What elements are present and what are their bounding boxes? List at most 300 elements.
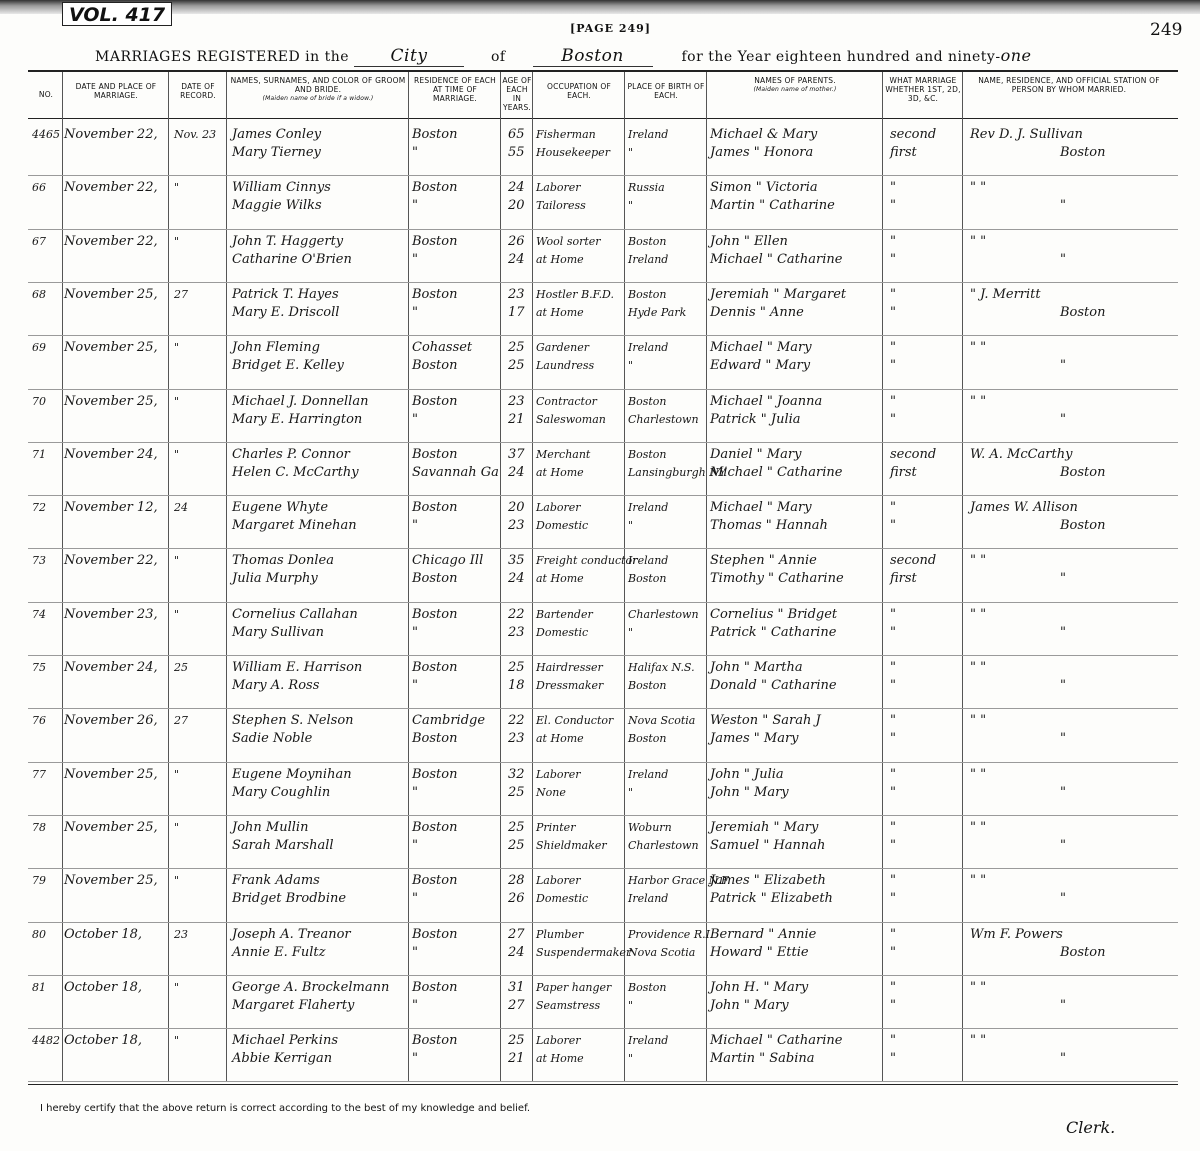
record-marriage-bride: " xyxy=(890,304,896,320)
record-residence-groom: Boston xyxy=(412,233,458,249)
record-residence-bride: " xyxy=(412,624,418,640)
row-divider xyxy=(28,708,1178,709)
col-sep xyxy=(962,72,963,1082)
record-date-of-record: Nov. 23 xyxy=(174,128,217,141)
record-date: November 25, xyxy=(64,819,158,835)
table-bottom-rule xyxy=(28,1084,1178,1085)
title-of: of xyxy=(490,49,506,65)
record-occupation-groom: Paper hanger xyxy=(536,980,612,994)
record-occupation-groom: Laborer xyxy=(536,501,581,515)
record-groom: Eugene Moynihan xyxy=(232,766,352,782)
title-suffix: for the Year eighteen hundred and ninety- xyxy=(681,49,1001,65)
record-parents-bride: Samuel " Hannah xyxy=(710,837,826,853)
col-sep xyxy=(624,72,625,1082)
record-residence-bride: " xyxy=(412,145,418,160)
record-marriage-bride: " xyxy=(890,678,896,693)
record-occupation-bride: Domestic xyxy=(536,892,589,906)
record-occupation-groom: Laborer xyxy=(536,1034,581,1048)
record-marriage-bride: " xyxy=(890,837,896,853)
record-birthplace-groom: Ireland xyxy=(628,341,669,355)
record-no: 81 xyxy=(32,980,46,994)
record-birthplace-groom: Ireland xyxy=(628,501,669,515)
record-date-of-record: " xyxy=(174,341,180,355)
record-residence-groom: Boston xyxy=(412,286,458,302)
record-residence-bride: " xyxy=(412,411,418,427)
record-occupation-groom: Fisherman xyxy=(536,128,596,141)
record-parents-groom: Jeremiah " Mary xyxy=(710,819,819,835)
record-birthplace-groom: Nova Scotia xyxy=(628,714,696,728)
record-groom: Frank Adams xyxy=(232,873,320,889)
record-birthplace-bride: " xyxy=(628,146,634,159)
record-no: 76 xyxy=(32,714,46,728)
record-date: November 25, xyxy=(64,766,158,782)
row-divider xyxy=(28,442,1178,443)
record-parents-groom: Michael " Mary xyxy=(710,340,812,356)
record-residence-bride: " xyxy=(412,837,418,853)
record-officiant-residence: Boston xyxy=(1060,464,1106,480)
record-marriage-groom: " xyxy=(890,500,896,516)
record-age-bride: 21 xyxy=(508,1051,525,1067)
record-birthplace-bride: Charlestown xyxy=(628,412,699,426)
record-marriage-groom: " xyxy=(890,660,896,675)
record-officiant-residence: " xyxy=(1060,1051,1066,1067)
record-occupation-bride: at Home xyxy=(536,305,584,319)
record-date-of-record: " xyxy=(174,447,180,461)
record-groom: Michael Perkins xyxy=(232,1033,339,1049)
record-bride: Mary Coughlin xyxy=(232,784,331,800)
record-officiant-name: Wm F. Powers xyxy=(970,926,1063,942)
record-no: 71 xyxy=(32,447,46,461)
record-parents-groom: James " Elizabeth xyxy=(710,873,826,889)
record-officiant-name: James W. Allison xyxy=(970,500,1078,516)
record-officiant-name: " " xyxy=(970,766,987,782)
record-bride: Catharine O'Brien xyxy=(232,251,352,267)
record-birthplace-bride: Hyde Park xyxy=(628,305,687,319)
row-divider xyxy=(28,335,1178,336)
header-parents-group xyxy=(708,76,882,94)
row-divider xyxy=(28,868,1178,869)
record-date: November 22, xyxy=(64,127,158,142)
record-age-groom: 24 xyxy=(508,180,525,196)
record-officiant-name: " " xyxy=(970,979,987,995)
record-bride: Helen C. McCarthy xyxy=(232,464,359,480)
record-parents-bride: Donald " Catharine xyxy=(710,678,837,693)
record-date-of-record: 25 xyxy=(174,661,188,674)
record-age-groom: 23 xyxy=(508,393,525,409)
record-birthplace-groom: Charlestown xyxy=(628,607,699,621)
record-marriage-groom: " xyxy=(890,873,896,889)
record-groom: Patrick T. Hayes xyxy=(232,286,339,302)
record-age-bride: 18 xyxy=(508,678,525,693)
record-no: 67 xyxy=(32,234,46,248)
record-bride: Mary E. Harrington xyxy=(232,411,363,427)
record-age-groom: 22 xyxy=(508,713,525,729)
record-residence-groom: Boston xyxy=(412,606,458,622)
record-groom: Cornelius Callahan xyxy=(232,606,358,622)
record-marriage-groom: " xyxy=(890,926,896,942)
record-occupation-bride: Tailoress xyxy=(536,199,586,213)
clerk-signature: Clerk. xyxy=(1066,1118,1116,1137)
record-officiant-residence: Boston xyxy=(1060,518,1106,534)
record-bride: Abbie Kerrigan xyxy=(232,1051,333,1067)
record-date-of-record: " xyxy=(174,767,180,781)
page-number: 249 xyxy=(1150,20,1183,40)
record-occupation-groom: Printer xyxy=(536,820,576,834)
record-age-groom: 25 xyxy=(508,819,525,835)
record-marriage-groom: second xyxy=(890,446,937,462)
header-residence: RESIDENCE OF EACH AT TIME OF MARRIAGE. xyxy=(413,76,497,103)
record-residence-bride: " xyxy=(412,198,418,214)
header-names: NAMES, SURNAMES, AND COLOR OF GROOM AND BRIDE. xyxy=(230,76,406,94)
record-parents-groom: John H. " Mary xyxy=(710,979,809,995)
record-residence-groom: Boston xyxy=(412,446,458,462)
row-divider xyxy=(28,975,1178,976)
record-age-bride: 27 xyxy=(508,997,525,1013)
header-parents: NAMES OF PARENTS. xyxy=(754,76,836,85)
record-occupation-bride: Saleswoman xyxy=(536,412,606,426)
record-date-of-record: " xyxy=(174,1034,180,1048)
header-bottom-rule xyxy=(28,118,1178,119)
record-occupation-groom: Contractor xyxy=(536,394,597,408)
record-date: October 18, xyxy=(64,979,143,995)
row-divider xyxy=(28,1081,1178,1082)
record-officiant-residence: " xyxy=(1060,571,1066,587)
record-groom: Stephen S. Nelson xyxy=(232,713,354,729)
record-parents-bride: Michael " Catharine xyxy=(710,251,843,267)
record-birthplace-groom: Boston xyxy=(628,447,667,461)
record-officiant-name: " " xyxy=(970,233,987,249)
record-parents-bride: Michael " Catharine xyxy=(710,464,843,480)
record-occupation-bride: Laundress xyxy=(536,359,595,373)
record-marriage-bride: first xyxy=(890,145,917,160)
record-officiant-residence: " xyxy=(1060,731,1066,747)
record-age-groom: 31 xyxy=(508,979,525,995)
record-groom: John Mullin xyxy=(232,819,309,835)
record-date: November 24, xyxy=(64,446,158,462)
record-occupation-bride: Domestic xyxy=(536,519,589,533)
record-parents-bride: John " Mary xyxy=(710,997,789,1013)
record-no: 74 xyxy=(32,607,46,621)
col-sep xyxy=(882,72,883,1082)
record-no: 70 xyxy=(32,394,46,408)
record-no: 75 xyxy=(32,661,46,674)
record-occupation-bride: at Home xyxy=(536,465,584,479)
record-marriage-groom: " xyxy=(890,340,896,356)
record-groom: William Cinnys xyxy=(232,180,331,196)
record-bride: Mary A. Ross xyxy=(232,678,320,693)
record-parents-groom: John " Martha xyxy=(710,660,803,675)
record-date: November 25, xyxy=(64,393,158,409)
row-divider xyxy=(28,389,1178,390)
record-groom: John Fleming xyxy=(232,340,320,356)
record-parents-bride: Patrick " Elizabeth xyxy=(710,891,833,907)
record-birthplace-bride: " xyxy=(628,519,634,533)
record-residence-bride: " xyxy=(412,251,418,267)
record-date-of-record: " xyxy=(174,234,180,248)
record-birthplace-groom: Boston xyxy=(628,287,667,301)
record-occupation-bride: None xyxy=(536,785,566,799)
record-marriage-bride: " xyxy=(890,198,896,214)
record-age-bride: 17 xyxy=(508,304,525,320)
record-officiant-residence: Boston xyxy=(1060,304,1106,320)
record-parents-groom: Weston " Sarah J xyxy=(710,713,821,729)
record-residence-groom: Boston xyxy=(412,660,458,675)
record-officiant-name: " " xyxy=(970,873,987,889)
record-no: 80 xyxy=(32,927,46,941)
record-parents-groom: Cornelius " Bridget xyxy=(710,606,838,622)
record-birthplace-bride: Ireland xyxy=(628,252,669,266)
record-birthplace-groom: Ireland xyxy=(628,767,669,781)
record-date: November 23, xyxy=(64,606,158,622)
title-place-name: Boston xyxy=(533,46,653,67)
record-age-groom: 20 xyxy=(508,500,525,516)
record-marriage-bride: " xyxy=(890,997,896,1013)
record-residence-bride: Savannah Ga xyxy=(412,464,499,480)
record-officiant-residence: Boston xyxy=(1060,944,1106,960)
record-age-groom: 28 xyxy=(508,873,525,889)
record-residence-bride: " xyxy=(412,944,418,960)
col-sep xyxy=(532,72,533,1082)
record-age-groom: 27 xyxy=(508,926,525,942)
record-age-groom: 23 xyxy=(508,286,525,302)
record-date: November 24, xyxy=(64,660,158,675)
record-age-groom: 32 xyxy=(508,766,525,782)
record-bride: Margaret Minehan xyxy=(232,518,357,534)
record-parents-bride: Patrick " Julia xyxy=(710,411,801,427)
header-top-rule xyxy=(28,70,1178,72)
record-residence-groom: Boston xyxy=(412,500,458,516)
record-age-groom: 25 xyxy=(508,660,525,675)
record-age-bride: 20 xyxy=(508,198,525,214)
record-birthplace-groom: Boston xyxy=(628,980,667,994)
record-occupation-groom: Wool sorter xyxy=(536,234,601,248)
record-marriage-groom: " xyxy=(890,979,896,995)
record-parents-groom: Stephen " Annie xyxy=(710,553,817,569)
record-parents-groom: Michael " Mary xyxy=(710,500,812,516)
record-occupation-bride: Domestic xyxy=(536,625,589,639)
record-marriage-groom: " xyxy=(890,1033,896,1049)
record-officiant-name: " " xyxy=(970,340,987,356)
record-age-groom: 25 xyxy=(508,1033,525,1049)
record-age-groom: 25 xyxy=(508,340,525,356)
record-occupation-bride: Dressmaker xyxy=(536,679,604,692)
row-divider xyxy=(28,282,1178,283)
row-divider xyxy=(28,922,1178,923)
record-parents-groom: Michael " Catharine xyxy=(710,1033,843,1049)
record-no: 77 xyxy=(32,767,46,781)
record-marriage-groom: " xyxy=(890,393,896,409)
record-marriage-bride: first xyxy=(890,464,917,480)
record-occupation-bride: Housekeeper xyxy=(536,146,610,159)
record-birthplace-bride: " xyxy=(628,1052,634,1066)
record-marriage-bride: " xyxy=(890,1051,896,1067)
header-age: AGE OF EACH IN YEARS. xyxy=(502,76,532,112)
volume-label: VOL. 417 xyxy=(62,2,172,26)
record-residence-bride: Boston xyxy=(412,731,458,747)
record-residence-bride: " xyxy=(412,997,418,1013)
record-officiant-name: " J. Merritt xyxy=(970,286,1041,302)
record-no: 69 xyxy=(32,341,46,355)
record-residence-groom: Boston xyxy=(412,180,458,196)
record-occupation-groom: Gardener xyxy=(536,341,590,355)
record-no: 68 xyxy=(32,287,46,301)
record-officiant-name: " " xyxy=(970,180,987,196)
record-date: November 26, xyxy=(64,713,158,729)
record-age-bride: 24 xyxy=(508,251,525,267)
record-groom: Thomas Donlea xyxy=(232,553,334,569)
col-sep xyxy=(62,72,63,1082)
record-residence-bride: Boston xyxy=(412,571,458,587)
record-no: 78 xyxy=(32,820,46,834)
record-occupation-groom: Laborer xyxy=(536,767,581,781)
record-birthplace-bride: Charlestown xyxy=(628,838,699,852)
record-groom: Eugene Whyte xyxy=(232,500,329,516)
record-parents-bride: Howard " Ettie xyxy=(710,944,809,960)
record-marriage-bride: " xyxy=(890,891,896,907)
record-marriage-groom: second xyxy=(890,553,937,569)
record-residence-groom: Boston xyxy=(412,979,458,995)
record-parents-groom: Daniel " Mary xyxy=(710,446,802,462)
record-age-bride: 23 xyxy=(508,624,525,640)
record-parents-bride: Martin " Catharine xyxy=(710,198,835,214)
col-sep xyxy=(408,72,409,1082)
record-parents-groom: John " Ellen xyxy=(710,233,788,249)
record-marriage-groom: " xyxy=(890,713,896,729)
record-officiant-residence: " xyxy=(1060,358,1066,374)
record-parents-groom: Bernard " Annie xyxy=(710,926,817,942)
record-age-groom: 22 xyxy=(508,606,525,622)
record-residence-groom: Boston xyxy=(412,1033,458,1049)
record-occupation-groom: Bartender xyxy=(536,607,593,621)
record-birthplace-groom: Harbor Grace N.F. xyxy=(628,874,731,888)
record-bride: Bridget Brodbine xyxy=(232,891,347,907)
record-occupation-bride: Seamstress xyxy=(536,998,601,1012)
record-residence-bride: " xyxy=(412,784,418,800)
record-birthplace-groom: Ireland xyxy=(628,1034,669,1048)
record-groom: Michael J. Donnellan xyxy=(232,393,369,409)
record-parents-bride: Edward " Mary xyxy=(710,358,811,374)
record-date: November 25, xyxy=(64,286,158,302)
record-parents-groom: Michael " Joanna xyxy=(710,393,823,409)
record-bride: Sadie Noble xyxy=(232,731,313,747)
record-marriage-bride: " xyxy=(890,784,896,800)
record-birthplace-groom: Boston xyxy=(628,394,667,408)
header-names-group xyxy=(228,76,408,103)
col-sep xyxy=(168,72,169,1082)
record-date: October 18, xyxy=(64,1033,143,1049)
record-age-groom: 35 xyxy=(508,553,525,569)
record-age-bride: 24 xyxy=(508,464,525,480)
record-occupation-bride: at Home xyxy=(536,732,584,746)
record-parents-bride: Dennis " Anne xyxy=(710,304,804,320)
record-age-bride: 25 xyxy=(508,784,525,800)
record-date-of-record: " xyxy=(174,607,180,621)
record-parents-bride: Patrick " Catharine xyxy=(710,624,837,640)
header-parents-note: (Maiden name of mother.) xyxy=(753,86,837,93)
record-birthplace-bride: Nova Scotia xyxy=(628,945,696,959)
record-marriage-groom: " xyxy=(890,286,896,302)
col-sep xyxy=(500,72,501,1082)
row-divider xyxy=(28,229,1178,230)
record-birthplace-groom: Boston xyxy=(628,234,667,248)
record-marriage-groom: " xyxy=(890,766,896,782)
record-date: November 12, xyxy=(64,500,158,516)
header-names-note: (Maiden name of bride if a widow.) xyxy=(262,95,374,102)
record-date: November 22, xyxy=(64,233,158,249)
record-parents-bride: Timothy " Catharine xyxy=(710,571,844,587)
record-residence-groom: Boston xyxy=(412,819,458,835)
record-groom: James Conley xyxy=(232,127,322,142)
record-parents-bride: James " Honora xyxy=(710,145,814,160)
record-occupation-groom: El. Conductor xyxy=(536,714,614,728)
record-marriage-groom: " xyxy=(890,233,896,249)
record-marriage-bride: " xyxy=(890,731,896,747)
record-residence-groom: Boston xyxy=(412,127,458,142)
record-date-of-record: " xyxy=(174,394,180,408)
record-parents-bride: Martin " Sabina xyxy=(710,1051,815,1067)
record-bride: Mary E. Driscoll xyxy=(232,304,340,320)
record-officiant-name: " " xyxy=(970,713,987,729)
record-bride: Annie E. Fultz xyxy=(232,944,326,960)
row-divider xyxy=(28,762,1178,763)
record-residence-bride: " xyxy=(412,304,418,320)
record-marriage-bride: " xyxy=(890,944,896,960)
record-birthplace-groom: Ireland xyxy=(628,128,669,141)
record-birthplace-bride: " xyxy=(628,785,634,799)
record-parents-groom: Simon " Victoria xyxy=(710,180,818,196)
header-date-record: DATE OF RECORD. xyxy=(180,82,216,100)
record-occupation-groom: Laborer xyxy=(536,181,581,195)
record-officiant-residence: " xyxy=(1060,411,1066,427)
record-residence-bride: " xyxy=(412,1051,418,1067)
record-birthplace-bride: " xyxy=(628,199,634,213)
record-occupation-groom: Merchant xyxy=(536,447,591,461)
record-officiant-residence: " xyxy=(1060,198,1066,214)
record-marriage-groom: second xyxy=(890,127,937,142)
record-occupation-groom: Laborer xyxy=(536,874,581,888)
record-no: 73 xyxy=(32,554,46,568)
record-no: 4465 xyxy=(32,128,60,141)
record-date: November 25, xyxy=(64,873,158,889)
record-age-groom: 26 xyxy=(508,233,525,249)
title-year: one xyxy=(1000,46,1032,65)
record-occupation-groom: Freight conductor xyxy=(536,554,638,568)
record-birthplace-bride: Lansingburgh NY xyxy=(628,465,727,479)
header-no: NO. xyxy=(38,90,54,99)
record-officiant-name: Rev D. J. Sullivan xyxy=(970,127,1083,142)
record-officiant-name: W. A. McCarthy xyxy=(970,446,1073,462)
record-officiant-name: " " xyxy=(970,1033,987,1049)
record-date-of-record: " xyxy=(174,181,180,195)
record-age-bride: 25 xyxy=(508,358,525,374)
record-marriage-bride: " xyxy=(890,411,896,427)
record-officiant-residence: Boston xyxy=(1060,145,1106,160)
record-age-groom: 37 xyxy=(508,446,525,462)
record-age-bride: 23 xyxy=(508,731,525,747)
title-place-type: City xyxy=(354,46,464,67)
record-officiant-residence: " xyxy=(1060,624,1066,640)
scan-edge xyxy=(0,0,1200,14)
record-bride: Julia Murphy xyxy=(232,571,318,587)
record-parents-bride: Thomas " Hannah xyxy=(710,518,828,534)
title-prefix: MARRIAGES REGISTERED in the xyxy=(95,49,350,65)
header-occupation: OCCUPATION OF EACH. xyxy=(547,82,611,100)
record-age-bride: 55 xyxy=(508,145,525,160)
record-officiant-residence: " xyxy=(1060,251,1066,267)
record-birthplace-groom: Ireland xyxy=(628,554,669,568)
header-what-marriage: WHAT MARRIAGE WHETHER 1ST, 2D, 3D, &C. xyxy=(885,76,961,103)
record-date: November 22, xyxy=(64,180,158,196)
